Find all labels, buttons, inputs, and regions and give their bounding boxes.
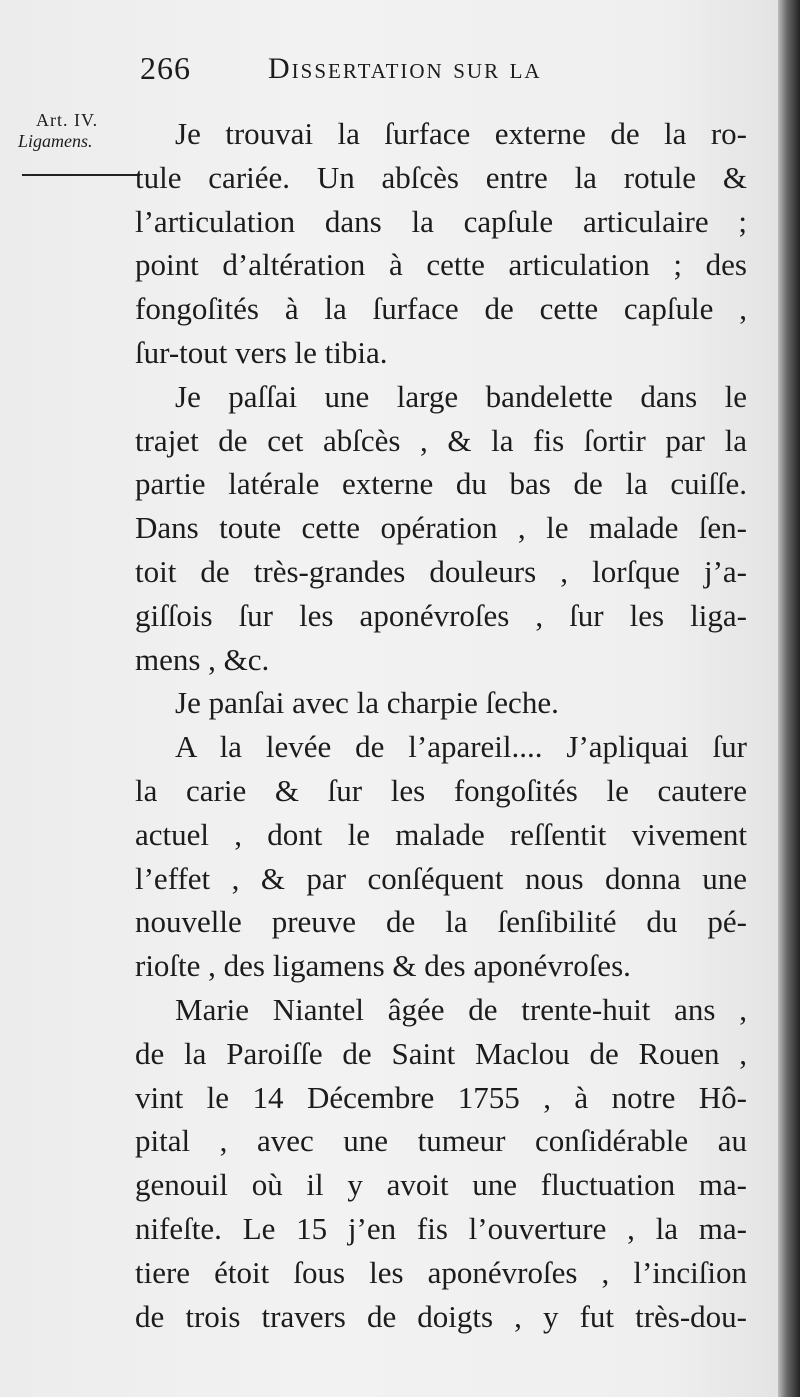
running-head xyxy=(140,50,660,100)
text-line: giſſois ſur les aponévroſes , ſur les liga- xyxy=(135,597,747,633)
paragraph-1 xyxy=(135,112,747,375)
text-line: Je panſai avec la charpie ſeche. xyxy=(175,685,559,721)
text-line: Marie Niantel âgée de trente-huit ans , xyxy=(175,991,747,1027)
text-line: pital , avec une tumeur conſidérable au xyxy=(135,1123,747,1159)
text-line: ſur-tout vers le tibia. xyxy=(135,334,388,370)
page-edge-shadow xyxy=(778,0,800,1397)
running-title: Dissertation sur la xyxy=(268,52,542,85)
text-line: genouil où il y avoit une fluctuation ma- xyxy=(135,1167,747,1203)
paragraph-4 xyxy=(135,725,747,988)
text-line: rioſte , des ligamens & des aponévroſes. xyxy=(135,948,631,984)
text-line: fongoſités à la ſurface de cette capſule , xyxy=(135,291,747,327)
text-line: l’effet , & par conſéquent nous donna une xyxy=(135,860,747,896)
margin-article-label: Art. IV. xyxy=(36,110,99,130)
margin-topic-label: Ligamens. xyxy=(18,131,93,151)
text-line: de la Paroiſſe de Saint Maclou de Rouen , xyxy=(135,1035,747,1071)
paragraph-5 xyxy=(135,988,747,1338)
text-line: Dans toute cette opération , le malade ſen- xyxy=(135,510,747,546)
paragraph-3 xyxy=(135,681,747,725)
text-line: tiere étoit ſous les aponévroſes , l’inciſion xyxy=(135,1254,747,1290)
page-number: 266 xyxy=(140,50,191,86)
text-line: tule cariée. Un abſcès entre la rotule & xyxy=(135,159,747,195)
text-line: de trois travers de doigts , y fut très-dou- xyxy=(135,1298,747,1334)
text-line: Je trouvai la ſurface externe de la ro- xyxy=(175,116,747,151)
text-line: toit de très-grandes douleurs , lorſque j’a- xyxy=(135,553,747,589)
text-line: actuel , dont le malade reſſentit vivement xyxy=(135,816,747,852)
text-line: partie latérale externe du bas de la cuiſſe. xyxy=(135,466,747,502)
text-line: point d’altération à cette articulation ; des xyxy=(135,247,747,283)
text-line: vint le 14 Décembre 1755 , à notre Hô- xyxy=(135,1079,747,1115)
paragraph-2 xyxy=(135,375,747,682)
text-line: trajet de cet abſcès , & la fis ſortir par la xyxy=(135,422,747,458)
text-line: nouvelle preuve de la ſenſibilité du pé- xyxy=(135,904,747,940)
margin-note xyxy=(18,110,138,152)
body-text xyxy=(135,112,747,1338)
text-line: l’articulation dans la capſule articulaire ; xyxy=(135,203,747,239)
margin-rule xyxy=(22,174,140,176)
text-line: Je paſſai une large bandelette dans le xyxy=(175,378,747,414)
text-line: la carie & ſur les fongoſités le cautere xyxy=(135,772,747,808)
text-line: nifeſte. Le 15 j’en fis l’ouverture , la ma- xyxy=(135,1210,747,1246)
text-line: A la levée de l’apareil.... J’apliquai ſur xyxy=(175,729,747,765)
text-line: mens , &c. xyxy=(135,641,270,677)
